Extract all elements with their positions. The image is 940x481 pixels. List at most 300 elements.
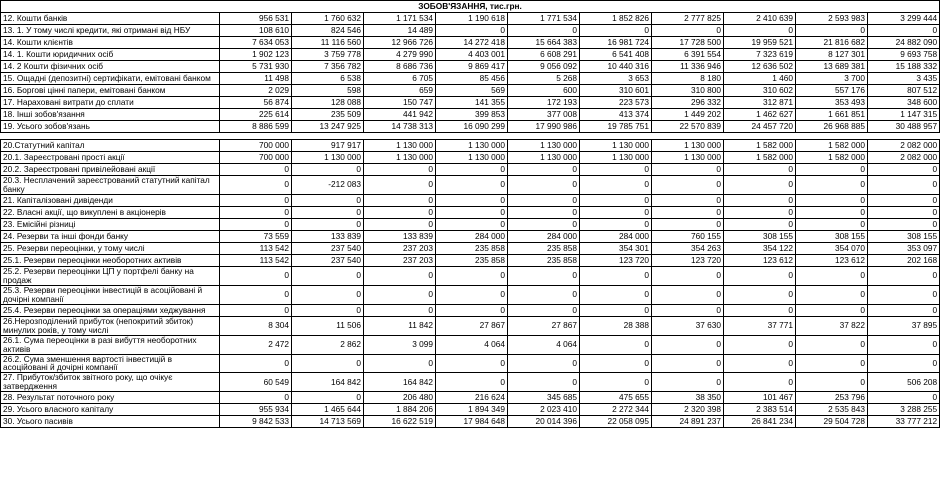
row-value: 37 630 [652, 316, 724, 335]
row-value: 164 842 [364, 373, 436, 392]
row-value: 0 [292, 194, 364, 206]
row-value: 0 [796, 194, 868, 206]
row-value: 0 [652, 285, 724, 304]
row-value: 0 [652, 25, 724, 37]
row-label: 19. Усього зобов'язань [1, 121, 220, 133]
row-value: 0 [796, 354, 868, 373]
row-value: 22 570 839 [652, 121, 724, 133]
table-row [1, 218, 940, 230]
row-label: 20.1. Зареєстровані прості акції [1, 152, 220, 164]
row-label: 20.3. Несплачений зареєстрований статутний капітал банку [1, 176, 220, 195]
row-value: 26 968 885 [796, 121, 868, 133]
table-row [1, 206, 940, 218]
table-row [1, 85, 940, 97]
row-value: 1 582 000 [796, 152, 868, 164]
row-value: 237 540 [292, 242, 364, 254]
row-value: 0 [436, 25, 508, 37]
row-value: 600 [508, 85, 580, 97]
row-value: 956 531 [220, 13, 292, 25]
row-value: 0 [220, 392, 292, 404]
row-value: 284 000 [436, 230, 508, 242]
row-value: 12 636 502 [724, 61, 796, 73]
row-label: 23. Емісійні різниці [1, 218, 220, 230]
row-value: 0 [868, 164, 940, 176]
row-value: 235 858 [436, 254, 508, 266]
row-value: 1 130 000 [508, 140, 580, 152]
row-value: 0 [724, 194, 796, 206]
row-value: 0 [724, 266, 796, 285]
row-value: 0 [436, 354, 508, 373]
row-value: 0 [364, 164, 436, 176]
row-value: 354 122 [724, 242, 796, 254]
row-value: 113 542 [220, 254, 292, 266]
row-value: 73 559 [220, 230, 292, 242]
row-value: 1 582 000 [724, 152, 796, 164]
row-value: 3 759 778 [292, 49, 364, 61]
table-row [1, 335, 940, 354]
row-value: 123 720 [652, 254, 724, 266]
row-value: 3 653 [580, 73, 652, 85]
row-value: 308 155 [868, 230, 940, 242]
table-row [1, 254, 940, 266]
table-row [1, 121, 940, 133]
table-row [1, 109, 940, 121]
row-value: 9 693 758 [868, 49, 940, 61]
row-value: 0 [796, 206, 868, 218]
row-value: 2 023 410 [508, 404, 580, 416]
table-row [1, 416, 940, 428]
row-label: 27. Прибуток/збиток звітного року, що очікує затвердження [1, 373, 220, 392]
row-value: 16 622 519 [364, 416, 436, 428]
row-value: 345 685 [508, 392, 580, 404]
table-row [1, 61, 940, 73]
row-label: 21. Капіталізовані дивіденди [1, 194, 220, 206]
row-value: 0 [292, 266, 364, 285]
row-value: 0 [220, 194, 292, 206]
row-value: 0 [580, 218, 652, 230]
row-value: 399 853 [436, 109, 508, 121]
row-value: 310 602 [724, 85, 796, 97]
row-value: 13 247 925 [292, 121, 364, 133]
row-value: 85 456 [436, 73, 508, 85]
row-value: 312 871 [724, 97, 796, 109]
row-value: 0 [580, 304, 652, 316]
row-value: 0 [580, 164, 652, 176]
row-value: 0 [580, 335, 652, 354]
row-value: 1 130 000 [580, 140, 652, 152]
row-value: 11 116 560 [292, 37, 364, 49]
row-label: 29. Усього власного капіталу [1, 404, 220, 416]
row-value: 0 [580, 373, 652, 392]
row-value: 4 279 990 [364, 49, 436, 61]
row-value: 0 [796, 335, 868, 354]
row-value: 8 886 599 [220, 121, 292, 133]
table-row [1, 404, 940, 416]
row-value: 0 [508, 176, 580, 195]
row-value: 1 449 202 [652, 109, 724, 121]
row-value: 2 862 [292, 335, 364, 354]
row-value: 17 728 500 [652, 37, 724, 49]
row-value: 11 336 946 [652, 61, 724, 73]
row-value: 3 099 [364, 335, 436, 354]
row-value: 1 760 632 [292, 13, 364, 25]
row-label: 24. Резерви та інші фонди банку [1, 230, 220, 242]
row-value: 354 301 [580, 242, 652, 254]
row-value: 0 [724, 218, 796, 230]
row-value: 0 [436, 194, 508, 206]
row-value: 1 130 000 [436, 140, 508, 152]
row-value: 2 593 983 [796, 13, 868, 25]
table-row [1, 73, 940, 85]
row-value: 0 [580, 285, 652, 304]
row-value: 1 771 534 [508, 13, 580, 25]
row-value: 5 731 930 [220, 61, 292, 73]
row-value: 2 272 344 [580, 404, 652, 416]
row-value: 0 [868, 304, 940, 316]
row-value: 237 540 [292, 254, 364, 266]
row-value: 7 356 782 [292, 61, 364, 73]
row-value: 6 391 554 [652, 49, 724, 61]
row-label: 12. Кошти банків [1, 13, 220, 25]
row-value: 14 713 569 [292, 416, 364, 428]
row-value: 0 [580, 176, 652, 195]
row-value: 296 332 [652, 97, 724, 109]
row-value: 1 130 000 [580, 152, 652, 164]
row-value: 0 [724, 335, 796, 354]
row-value: 15 188 332 [868, 61, 940, 73]
row-value: 0 [436, 176, 508, 195]
row-value: 235 858 [508, 242, 580, 254]
row-label: 14. 2 Кошти фізичних осіб [1, 61, 220, 73]
row-value: 308 155 [724, 230, 796, 242]
row-value: 0 [652, 335, 724, 354]
row-value: 235 509 [292, 109, 364, 121]
row-value: 0 [436, 285, 508, 304]
row-value: 0 [868, 354, 940, 373]
row-value: 33 777 212 [868, 416, 940, 428]
row-value: 700 000 [220, 152, 292, 164]
row-value: 310 800 [652, 85, 724, 97]
row-value: 235 858 [508, 254, 580, 266]
row-value: 3 700 [796, 73, 868, 85]
row-value: 1 462 627 [724, 109, 796, 121]
row-value: 807 512 [868, 85, 940, 97]
row-value: 0 [724, 164, 796, 176]
row-value: 0 [724, 206, 796, 218]
row-value: 2 410 639 [724, 13, 796, 25]
row-value: 354 263 [652, 242, 724, 254]
row-value: 6 705 [364, 73, 436, 85]
row-label: 25. Резерви переоцінки, у тому числі [1, 242, 220, 254]
row-label: 16. Боргові цінні папери, емітовані банком [1, 85, 220, 97]
row-value: 22 058 095 [580, 416, 652, 428]
row-value: 1 130 000 [652, 152, 724, 164]
row-value: 27 867 [508, 316, 580, 335]
row-value: 237 203 [364, 242, 436, 254]
row-value: 0 [796, 266, 868, 285]
row-value: 0 [868, 335, 940, 354]
row-value: 0 [220, 304, 292, 316]
row-value: 123 612 [724, 254, 796, 266]
row-value: 128 088 [292, 97, 364, 109]
row-value: 11 498 [220, 73, 292, 85]
row-value: 172 193 [508, 97, 580, 109]
row-value: 284 000 [580, 230, 652, 242]
row-value: 0 [868, 218, 940, 230]
row-value: 760 155 [652, 230, 724, 242]
row-value: 0 [220, 176, 292, 195]
row-value: 0 [508, 304, 580, 316]
row-value: 0 [580, 194, 652, 206]
row-value: 506 208 [868, 373, 940, 392]
row-value: 133 839 [364, 230, 436, 242]
row-value: 0 [292, 285, 364, 304]
row-value: 11 842 [364, 316, 436, 335]
row-value: 0 [868, 392, 940, 404]
row-value: 164 842 [292, 373, 364, 392]
row-value: 0 [796, 285, 868, 304]
row-value: 7 634 053 [220, 37, 292, 49]
row-value: 0 [292, 206, 364, 218]
row-value: 0 [868, 194, 940, 206]
section-gap-cell [1, 133, 940, 140]
row-label: 25.1. Резерви переоцінки необоротних активів [1, 254, 220, 266]
row-value: -212 083 [292, 176, 364, 195]
row-value: 0 [292, 164, 364, 176]
row-value: 2 777 825 [652, 13, 724, 25]
row-value: 19 785 751 [580, 121, 652, 133]
row-value: 0 [364, 218, 436, 230]
row-value: 14 738 313 [364, 121, 436, 133]
row-value: 9 869 417 [436, 61, 508, 73]
row-value: 2 472 [220, 335, 292, 354]
row-value: 0 [652, 218, 724, 230]
row-value: 0 [364, 354, 436, 373]
row-value: 0 [796, 164, 868, 176]
row-value: 0 [220, 285, 292, 304]
row-value: 1 130 000 [292, 152, 364, 164]
row-value: 237 203 [364, 254, 436, 266]
row-value: 0 [220, 266, 292, 285]
row-value: 0 [292, 392, 364, 404]
row-value: 0 [580, 266, 652, 285]
row-value: 0 [436, 206, 508, 218]
row-value: 2 082 000 [868, 140, 940, 152]
row-label: 25.3. Резерви переоцінки інвестицій в асоційовані й дочірні компанії [1, 285, 220, 304]
row-value: 0 [796, 176, 868, 195]
row-value: 8 127 301 [796, 49, 868, 61]
row-value: 3 288 255 [868, 404, 940, 416]
row-value: 0 [220, 164, 292, 176]
row-value: 0 [796, 218, 868, 230]
row-value: 17 984 648 [436, 416, 508, 428]
row-value: 0 [652, 373, 724, 392]
row-value: 13 689 381 [796, 61, 868, 73]
row-value: 19 959 521 [724, 37, 796, 49]
row-value: 700 000 [220, 140, 292, 152]
row-label: 20.2. Зареєстровані привілейовані акції [1, 164, 220, 176]
row-label: 25.4. Резерви переоцінки за операціями хеджування [1, 304, 220, 316]
row-value: 6 608 291 [508, 49, 580, 61]
row-value: 26 841 234 [724, 416, 796, 428]
row-value: 0 [796, 373, 868, 392]
row-value: 9 842 533 [220, 416, 292, 428]
row-value: 1 147 315 [868, 109, 940, 121]
row-value: 0 [292, 354, 364, 373]
row-label: 14. 1. Кошти юридичних осіб [1, 49, 220, 61]
row-label: 17. Нараховані витрати до сплати [1, 97, 220, 109]
row-value: 1 130 000 [508, 152, 580, 164]
table-row [1, 266, 940, 285]
row-label: 18. Інші зобов'язання [1, 109, 220, 121]
row-value: 11 506 [292, 316, 364, 335]
row-value: 0 [508, 266, 580, 285]
row-value: 0 [220, 206, 292, 218]
row-value: 413 374 [580, 109, 652, 121]
row-label: 26.2. Сума зменшення вартості інвестицій в асоційовані й дочірні компанії [1, 354, 220, 373]
row-value: 1 130 000 [652, 140, 724, 152]
row-value: 0 [580, 354, 652, 373]
row-value: 113 542 [220, 242, 292, 254]
row-value: 24 891 237 [652, 416, 724, 428]
row-value: 4 064 [508, 335, 580, 354]
table-row [1, 164, 940, 176]
row-value: 150 747 [364, 97, 436, 109]
row-value: 14 489 [364, 25, 436, 37]
table-row [1, 285, 940, 304]
row-value: 1 190 618 [436, 13, 508, 25]
row-value: 0 [220, 218, 292, 230]
row-value: 0 [652, 354, 724, 373]
row-value: 30 488 957 [868, 121, 940, 133]
row-value: 1 465 644 [292, 404, 364, 416]
row-value: 27 867 [436, 316, 508, 335]
row-value: 28 388 [580, 316, 652, 335]
row-value: 0 [652, 206, 724, 218]
row-value: 15 664 383 [508, 37, 580, 49]
row-value: 0 [292, 218, 364, 230]
table-row [1, 230, 940, 242]
row-value: 377 008 [508, 109, 580, 121]
row-value: 0 [508, 373, 580, 392]
row-value: 123 612 [796, 254, 868, 266]
row-value: 441 942 [364, 109, 436, 121]
section-header-row [1, 1, 940, 13]
row-label: 26.Нерозподілений прибуток (непокритий збиток) минулих років, у тому числі [1, 316, 220, 335]
row-value: 824 546 [292, 25, 364, 37]
row-value: 0 [652, 176, 724, 195]
row-value: 37 822 [796, 316, 868, 335]
row-value: 206 480 [364, 392, 436, 404]
row-value: 308 155 [796, 230, 868, 242]
table-row [1, 152, 940, 164]
row-value: 8 304 [220, 316, 292, 335]
row-value: 12 966 726 [364, 37, 436, 49]
row-value: 310 601 [580, 85, 652, 97]
row-value: 1 130 000 [436, 152, 508, 164]
row-value: 141 355 [436, 97, 508, 109]
row-value: 108 610 [220, 25, 292, 37]
row-value: 1 852 826 [580, 13, 652, 25]
row-value: 0 [724, 25, 796, 37]
row-value: 4 064 [436, 335, 508, 354]
row-value: 0 [436, 304, 508, 316]
table-row [1, 316, 940, 335]
row-value: 16 090 299 [436, 121, 508, 133]
row-value: 348 600 [868, 97, 940, 109]
row-value: 17 990 986 [508, 121, 580, 133]
row-value: 1 582 000 [724, 140, 796, 152]
row-value: 0 [436, 164, 508, 176]
row-value: 598 [292, 85, 364, 97]
row-value: 24 882 090 [868, 37, 940, 49]
row-value: 0 [508, 25, 580, 37]
row-value: 14 272 418 [436, 37, 508, 49]
row-value: 1 460 [724, 73, 796, 85]
row-value: 2 320 398 [652, 404, 724, 416]
row-value: 225 614 [220, 109, 292, 121]
table-row [1, 194, 940, 206]
row-value: 3 299 444 [868, 13, 940, 25]
row-label: 15. Ощадні (депозитні) сертифікати, емітовані банком [1, 73, 220, 85]
row-value: 0 [868, 266, 940, 285]
row-label: 28. Результат поточного року [1, 392, 220, 404]
row-value: 0 [868, 176, 940, 195]
row-value: 0 [868, 25, 940, 37]
row-value: 0 [796, 25, 868, 37]
row-value: 216 624 [436, 392, 508, 404]
row-value: 2 029 [220, 85, 292, 97]
row-value: 101 467 [724, 392, 796, 404]
row-value: 2 535 843 [796, 404, 868, 416]
table-row [1, 392, 940, 404]
row-value: 0 [724, 304, 796, 316]
row-label: 14. Кошти клієнтів [1, 37, 220, 49]
row-value: 38 350 [652, 392, 724, 404]
row-value: 29 504 728 [796, 416, 868, 428]
row-value: 0 [724, 373, 796, 392]
row-value: 3 435 [868, 73, 940, 85]
row-value: 6 538 [292, 73, 364, 85]
row-value: 0 [652, 194, 724, 206]
row-value: 1 582 000 [796, 140, 868, 152]
row-value: 0 [508, 285, 580, 304]
table-row [1, 242, 940, 254]
row-value: 0 [724, 354, 796, 373]
row-value: 24 457 720 [724, 121, 796, 133]
row-value: 0 [508, 164, 580, 176]
row-value: 557 176 [796, 85, 868, 97]
row-value: 8 180 [652, 73, 724, 85]
row-value: 475 655 [580, 392, 652, 404]
table-row [1, 13, 940, 25]
row-value: 1 171 534 [364, 13, 436, 25]
row-value: 0 [364, 194, 436, 206]
row-value: 0 [580, 25, 652, 37]
row-value: 60 549 [220, 373, 292, 392]
row-value: 4 403 001 [436, 49, 508, 61]
row-value: 0 [724, 176, 796, 195]
row-value: 0 [508, 206, 580, 218]
table-row [1, 37, 940, 49]
row-value: 1 130 000 [364, 140, 436, 152]
row-value: 659 [364, 85, 436, 97]
table-row [1, 140, 940, 152]
row-value: 0 [652, 266, 724, 285]
row-value: 0 [868, 285, 940, 304]
row-value: 353 097 [868, 242, 940, 254]
row-value: 0 [580, 206, 652, 218]
